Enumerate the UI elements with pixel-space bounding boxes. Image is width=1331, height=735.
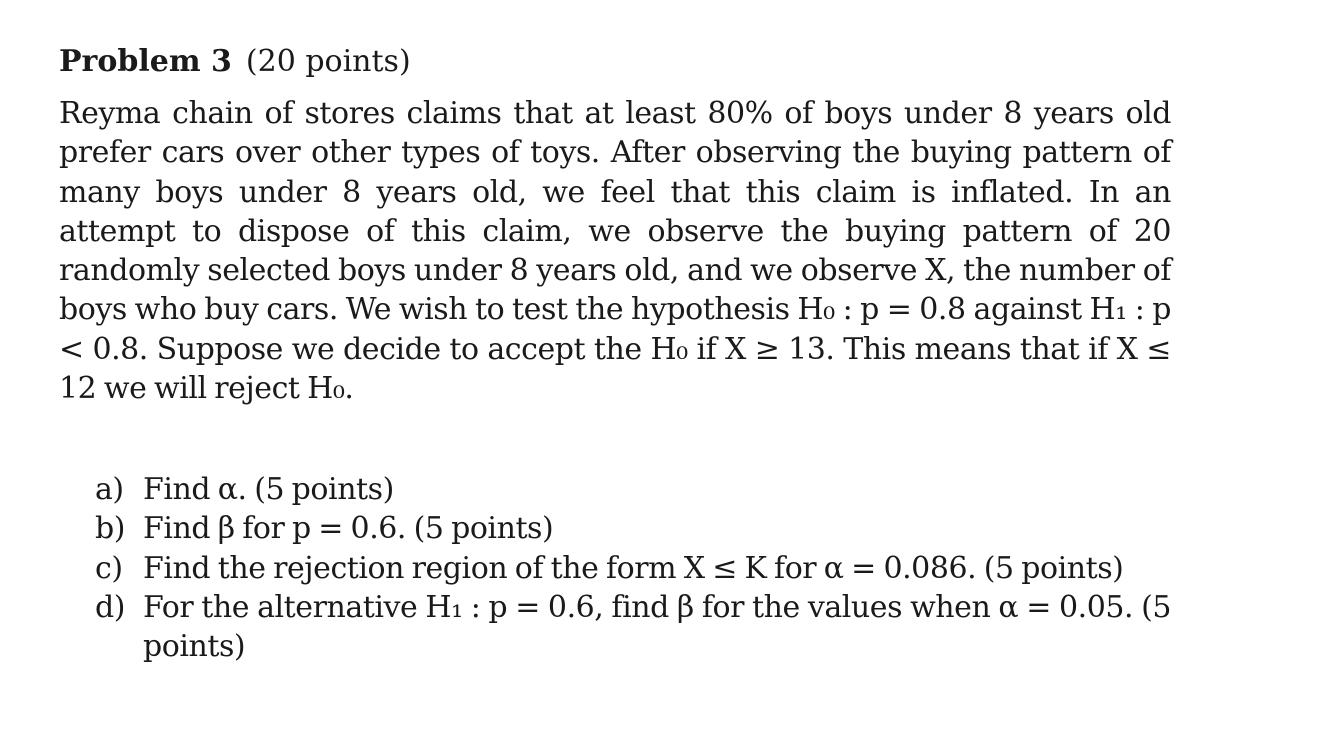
- subquestion-list: [95, 470, 1171, 666]
- subquestion-c: [95, 549, 1171, 588]
- subquestion-a: [95, 470, 1171, 509]
- subquestion-d: [95, 588, 1171, 667]
- subquestion-text: Find α. (5 points): [143, 472, 394, 507]
- problem-statement: Reyma chain of stores claims that at least 80% of boys under 8 years old prefer cars over other types of toys. After observing the buying pattern of many boys under 8 years old, we feel that this claim is inflated. In an attempt to dispose of this claim, we observe the buying pattern of 20 randomly selected boys under 8 years old, and we observe X, the number of boys who buy cars. We wish to test the hypothesis H₀ : p = 0.8 against H₁ : p < 0.8. Suppose we decide to accept the H₀ if X ≥ 13. This means that if X ≤ 12 we will reject H₀.: [59, 96, 1171, 407]
- problem-document: [59, 40, 1171, 408]
- subquestion-text: Find the rejection region of the form X ≤ K for α = 0.086. (5 points): [143, 550, 1124, 586]
- subquestion-label: c): [95, 550, 123, 586]
- problem-points: (20 points): [245, 44, 411, 79]
- problem-title: Problem 3: [59, 44, 232, 79]
- problem-heading: [59, 40, 1171, 84]
- subquestion-b: [95, 509, 1171, 548]
- subquestion-text: For the alternative H₁ : p = 0.6, find β for the values when α = 0.05. (5 points): [143, 589, 1171, 665]
- subquestion-label: a): [95, 472, 124, 507]
- subquestion-text: Find β for p = 0.6. (5 points): [143, 511, 554, 547]
- subquestion-label: b): [95, 511, 126, 547]
- subquestion-label: d): [95, 589, 126, 625]
